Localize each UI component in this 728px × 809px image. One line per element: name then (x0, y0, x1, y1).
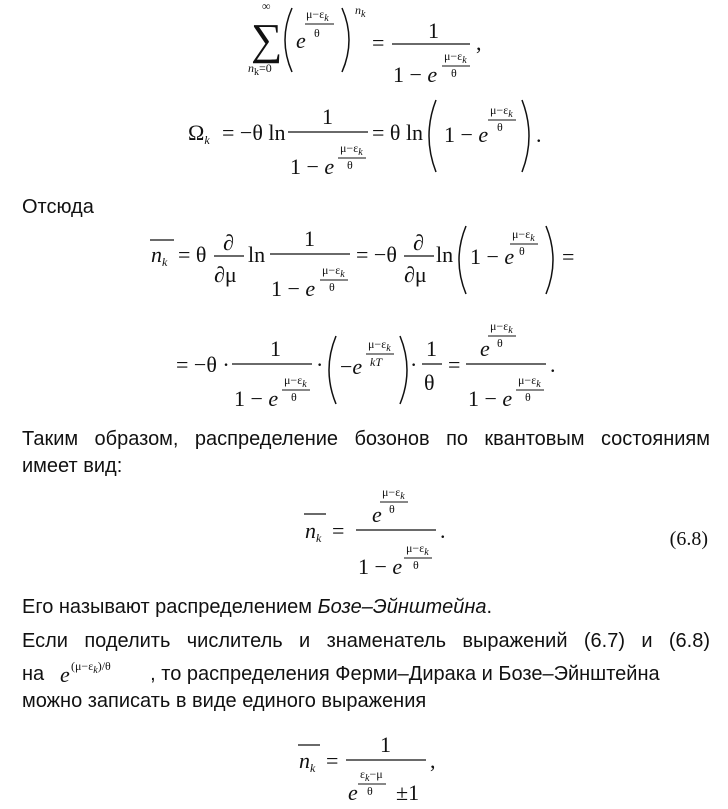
svg-text:.: . (550, 352, 556, 377)
svg-text:.: . (536, 122, 542, 147)
svg-text:1: 1 (428, 18, 439, 43)
svg-text:∂: ∂ (413, 230, 424, 255)
svg-text:θ: θ (329, 280, 335, 294)
svg-text:μ−εk: $\mu-\varepsilon_k$ (306, 7, 329, 24)
equation-number: (6.8) (669, 528, 708, 550)
svg-text:·: · (410, 352, 418, 377)
svg-text:θ: θ (424, 370, 435, 395)
svg-text:(μ−εk)/θ: $(\mu-\varepsilon_k)/\theta$ (71, 659, 111, 676)
svg-text:ln: ln (248, 242, 266, 267)
svg-text:μ−εk: $\mu-\varepsilon_k$ (518, 373, 541, 390)
svg-text:1 − e: 1 − e (470, 244, 515, 269)
svg-text:μ−εk: $\mu-\varepsilon_k$ (368, 337, 391, 354)
svg-text:kT: kT (370, 355, 382, 369)
svg-text:e: e (296, 28, 306, 53)
svg-text:−e: −e (340, 354, 363, 379)
svg-text:nk: nk (299, 748, 316, 775)
svg-text:1 − e: 1 − e (271, 276, 316, 301)
svg-text:1 − e: 1 − e (468, 386, 513, 411)
paragraph-distribution-line1: Таким образом, распределение бозонов по квантовым состояниям (22, 428, 710, 450)
svg-text:=: = (326, 748, 339, 773)
svg-text:= −θ: = −θ (356, 242, 397, 267)
svg-text:∞: ∞ (262, 0, 271, 13)
svg-text:θ: θ (497, 120, 503, 134)
svg-text:∂: ∂ (223, 230, 234, 255)
svg-text:θ: θ (519, 244, 525, 258)
svg-text:1 − e: 1 − e (444, 122, 489, 147)
equation-nk-derivative (150, 226, 574, 301)
equation-omega (188, 100, 542, 179)
svg-text:μ−εk: $\mu-\varepsilon_k$ (512, 227, 535, 244)
svg-text:ln: ln (436, 242, 454, 267)
svg-text:e: e (372, 502, 382, 527)
svg-text:θ: θ (497, 336, 503, 350)
svg-text:1: 1 (380, 732, 391, 757)
svg-text:= θ ln: = θ ln (372, 120, 424, 145)
svg-text:μ−εk: $\mu-\varepsilon_k$ (340, 141, 363, 158)
svg-text:1 − e: 1 − e (358, 554, 403, 579)
svg-text:∂μ: ∂μ (404, 262, 427, 287)
svg-text:=: = (448, 352, 461, 377)
svg-text:μ−εk: $\mu-\varepsilon_k$ (406, 541, 429, 558)
equation-nk-result (176, 319, 556, 411)
paragraph-divide-line3: можно записать в виде единого выражения (22, 690, 427, 712)
svg-text:±1: ±1 (396, 780, 420, 805)
svg-text:=: = (372, 30, 385, 55)
svg-text:θ: θ (347, 158, 353, 172)
svg-text:μ−εk: $\mu-\varepsilon_k$ (284, 373, 307, 390)
svg-text:e: e (348, 780, 358, 805)
svg-text:= −θ ·: = −θ · (176, 352, 230, 377)
svg-text:·: · (316, 352, 324, 377)
svg-text:1 − e: 1 − e (290, 154, 335, 179)
svg-text:1: 1 (304, 226, 315, 251)
svg-text:nk: $n_k$ (355, 3, 366, 20)
equation-bose-einstein (304, 485, 446, 579)
svg-text:=: = (562, 244, 575, 269)
svg-text:θ: θ (413, 558, 419, 572)
svg-text:= θ: = θ (178, 242, 207, 267)
svg-text:μ−εk: $\mu-\varepsilon_k$ (444, 49, 467, 66)
svg-text:∂μ: ∂μ (214, 262, 237, 287)
svg-text:nk=0: $n_k=0$ (248, 61, 272, 78)
svg-text:1 − e: 1 − e (393, 62, 438, 87)
equation-sum-series (248, 0, 482, 87)
svg-text:nk: nk (305, 518, 322, 545)
paragraph-distribution-line2: имеет вид: (22, 455, 123, 477)
svg-text:=: = (332, 518, 345, 543)
svg-text:∑: ∑ (251, 15, 283, 64)
svg-text:1: 1 (426, 336, 437, 361)
paragraph-divide-line2: на , то распределения Ферми–Дирака и Бозе–Эйнштейна (22, 663, 660, 685)
svg-text:θ: θ (314, 26, 320, 40)
svg-text:μ−εk: $\mu-\varepsilon_k$ (322, 263, 345, 280)
svg-text:μ−εk: $\mu-\varepsilon_k$ (490, 103, 513, 120)
svg-text:1: 1 (270, 336, 281, 361)
svg-text:.: . (440, 518, 446, 543)
svg-text:1 − e: 1 − e (234, 386, 279, 411)
svg-text:θ: θ (389, 502, 395, 516)
equation-unified (298, 732, 436, 805)
svg-text:e: e (480, 336, 490, 361)
svg-text:θ: θ (291, 390, 297, 404)
svg-text:θ: θ (525, 390, 531, 404)
svg-text:εk−μ: $\varepsilon_k-\mu$ (360, 767, 383, 784)
svg-text:θ: θ (367, 784, 373, 798)
svg-text:μ−εk: $\mu-\varepsilon_k$ (490, 319, 513, 336)
svg-text:μ−εk: $\mu-\varepsilon_k$ (382, 485, 405, 502)
paragraph-otsyuda: Отсюда (22, 196, 94, 218)
svg-text:1: 1 (322, 104, 333, 129)
svg-text:e: e (60, 662, 70, 687)
paragraph-bose-einstein-name: Его называют распределением Бозе–Эйнштейна. (22, 596, 493, 618)
paragraph-divide-line1: Если поделить числитель и знаменатель выражений (6.7) и (6.8) (22, 630, 710, 652)
svg-text:= −θ ln: = −θ ln (222, 120, 286, 145)
svg-text:nk: nk (151, 242, 168, 269)
svg-text:Ωk: Ωk (188, 120, 210, 147)
svg-text:,: , (430, 748, 436, 773)
svg-text:θ: θ (451, 66, 457, 80)
svg-text:,: , (476, 30, 482, 55)
